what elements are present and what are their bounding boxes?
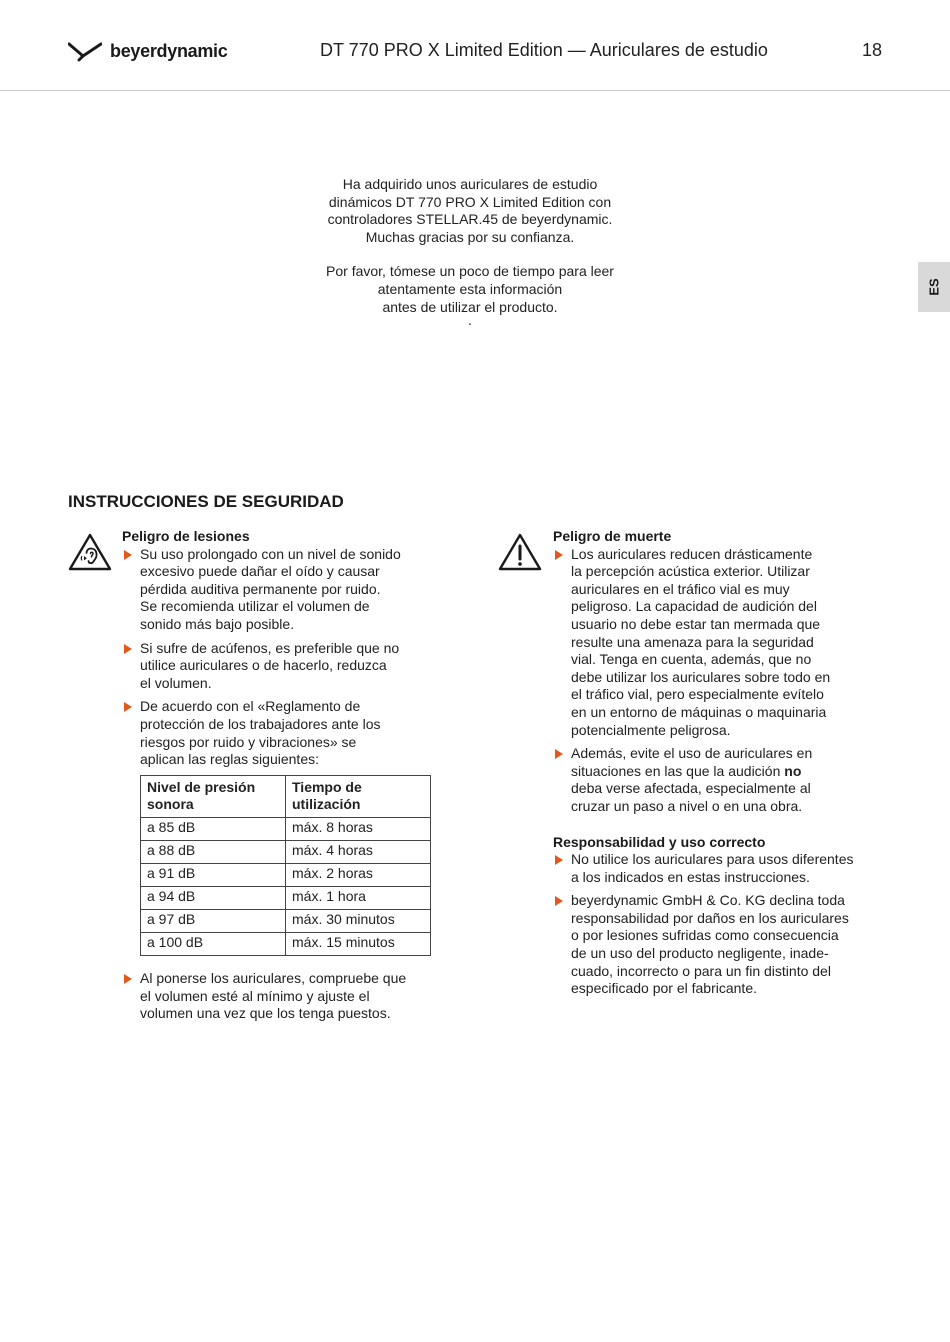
list-item: [553, 546, 893, 740]
text-line: especificado por el fabricante.: [571, 980, 757, 997]
list-item: [122, 640, 442, 693]
table-cell: máx. 30 minutos: [286, 909, 431, 932]
table-cell: a 91 dB: [141, 863, 286, 886]
text-line: De acuerdo con el «Reglamento de: [140, 698, 361, 715]
table-cell: máx. 1 hora: [286, 886, 431, 909]
noise-exposure-table: [140, 775, 431, 956]
text-line: resulte una amenaza para la seguridad: [571, 633, 814, 650]
header-line: sonora: [147, 796, 194, 813]
text-line: Además, evite el uso de auriculares en: [571, 745, 813, 762]
death-heading: Peligro de muerte: [553, 528, 672, 544]
table-cell: a 94 dB: [141, 886, 286, 909]
intro-text: [290, 176, 650, 329]
text-line: pérdida auditiva permanente por ruido.: [140, 580, 381, 597]
text-line: Al ponerse los auriculares, compruebe que: [140, 969, 407, 986]
table-header: [286, 775, 431, 817]
text-line: el volumen esté al mínimo y ajuste el: [140, 987, 370, 1004]
table-cell: a 97 dB: [141, 909, 286, 932]
section-title: INSTRUCCIONES DE SEGURIDAD: [68, 492, 344, 511]
table-header-row: [141, 775, 431, 817]
injury-heading: Peligro de lesiones: [122, 528, 250, 544]
header-line: utilización: [292, 796, 361, 813]
text-line: Su uso prolongado con un nivel de sonido: [140, 545, 401, 562]
list-item: [553, 745, 893, 815]
logo-text: beyerdynamic: [110, 40, 228, 61]
responsibility-list: [553, 851, 893, 998]
intro-paragraph-2: [290, 263, 650, 316]
list-item: [122, 698, 442, 768]
text-line: beyerdynamic GmbH & Co. KG declina toda: [571, 892, 845, 909]
list-item: [553, 851, 893, 886]
text-line: volumen una vez que los tenga puestos.: [140, 1005, 391, 1022]
responsibility-heading: Responsabilidad y uso correcto: [553, 833, 766, 850]
text-line: responsabilidad por daños en los auriculares: [571, 909, 849, 926]
left-column: [122, 528, 442, 1029]
text-line: cruzar un paso a nivel o en una obra.: [571, 797, 803, 814]
text-line: No utilice los auriculares para usos diferentes: [571, 851, 854, 868]
table-cell: máx. 2 horas: [286, 863, 431, 886]
page-header: [0, 0, 950, 91]
header-line: Tiempo de: [292, 778, 362, 795]
table-cell: a 88 dB: [141, 840, 286, 863]
text-line: deba verse afectada, especialmente al: [571, 780, 811, 797]
danger-warning-icon: [497, 532, 543, 572]
text-line: Se recomienda utilizar el volumen de: [140, 598, 370, 615]
emphasis-no: no: [784, 762, 802, 779]
text-line: usuario no debe estar tan mermada que: [571, 615, 821, 632]
intro-line: atentamente esta información: [377, 280, 563, 297]
intro-line: Ha adquirido unos auriculares de estudio: [342, 176, 598, 192]
text-line: cuado, incorrecto o para un fin distinto del: [571, 962, 831, 979]
list-item: [122, 970, 442, 1023]
table-row: [141, 932, 431, 955]
text-line: protección de los trabajadores ante los: [140, 715, 381, 732]
page-number: 18: [861, 40, 882, 60]
table-row: [141, 840, 431, 863]
intro-paragraph-1: [290, 176, 650, 246]
table-cell: a 85 dB: [141, 817, 286, 840]
intro-line: controladores STELLAR.45 de beyerdynamic.: [327, 211, 613, 228]
intro-line: dinámicos DT 770 PRO X Limited Edition con: [328, 193, 612, 210]
text-line: sonido más bajo posible.: [140, 615, 295, 632]
table-row: [141, 886, 431, 909]
hearing-warning-icon: [67, 532, 113, 572]
text-line: la percepción acústica exterior. Utilizar: [571, 563, 810, 580]
list-item: [122, 546, 442, 634]
text-line: o por lesiones sufridas como consecuencia: [571, 927, 839, 944]
text-line: el volumen.: [140, 674, 212, 691]
intro-dot: .: [468, 312, 472, 329]
table-row: [141, 909, 431, 932]
injury-list: [122, 546, 442, 769]
text-line: riesgos por ruido y vibraciones» se: [140, 733, 357, 750]
text-line: potencialmente peligrosa.: [571, 721, 731, 738]
text-line: Los auriculares reducen drásticamente: [571, 545, 813, 562]
language-code: ES: [926, 278, 942, 296]
table-cell: a 100 dB: [141, 932, 286, 955]
intro-line: Por favor, tómese un poco de tiempo para leer: [326, 263, 614, 280]
beyerdynamic-logo-icon: [68, 40, 102, 62]
text-line: vial. Tenga en cuenta, además, que no: [571, 651, 812, 668]
death-list: [553, 546, 893, 816]
table-cell: máx. 4 horas: [286, 840, 431, 863]
text-line: debe utilizar los auriculares sobre todo en: [571, 668, 831, 685]
text-line: en un entorno de máquinas o maquinaria: [571, 703, 827, 720]
language-tab: [918, 262, 950, 312]
right-column: [553, 528, 893, 1004]
brand-logo: [68, 40, 227, 62]
intro-line: Muchas gracias por su confianza.: [365, 228, 575, 245]
text-line: el tráfico vial, pero especialmente evítelo: [571, 686, 824, 703]
text-line: aplican las reglas siguientes:: [140, 751, 319, 768]
table-cell: máx. 8 horas: [286, 817, 431, 840]
text-line: excesivo puede dañar el oído y causar: [140, 563, 380, 580]
table-row: [141, 863, 431, 886]
text-line: peligroso. La capacidad de audición del: [571, 598, 817, 615]
text-line: auriculares en el tráfico vial es muy: [571, 580, 790, 597]
table-row: [141, 817, 431, 840]
list-item: [553, 892, 893, 998]
text-line: a los indicados en estas instrucciones.: [571, 868, 810, 885]
injury-list-end: [122, 970, 442, 1023]
intro-line: antes de utilizar el producto.: [382, 298, 558, 315]
document-title: DT 770 PRO X Limited Edition — Auriculares de estudio: [320, 40, 768, 60]
text-line: de un uso del producto negligente, inade-: [571, 945, 829, 962]
text-line: Si sufre de acúfenos, es preferible que no: [140, 639, 400, 656]
text-line: utilice auriculares o de hacerlo, reduzca: [140, 657, 387, 674]
header-line: Nivel de presión: [147, 778, 256, 795]
text-line: situaciones en las que la audición: [571, 762, 785, 779]
table-cell: máx. 15 minutos: [286, 932, 431, 955]
table-header: [141, 775, 286, 817]
